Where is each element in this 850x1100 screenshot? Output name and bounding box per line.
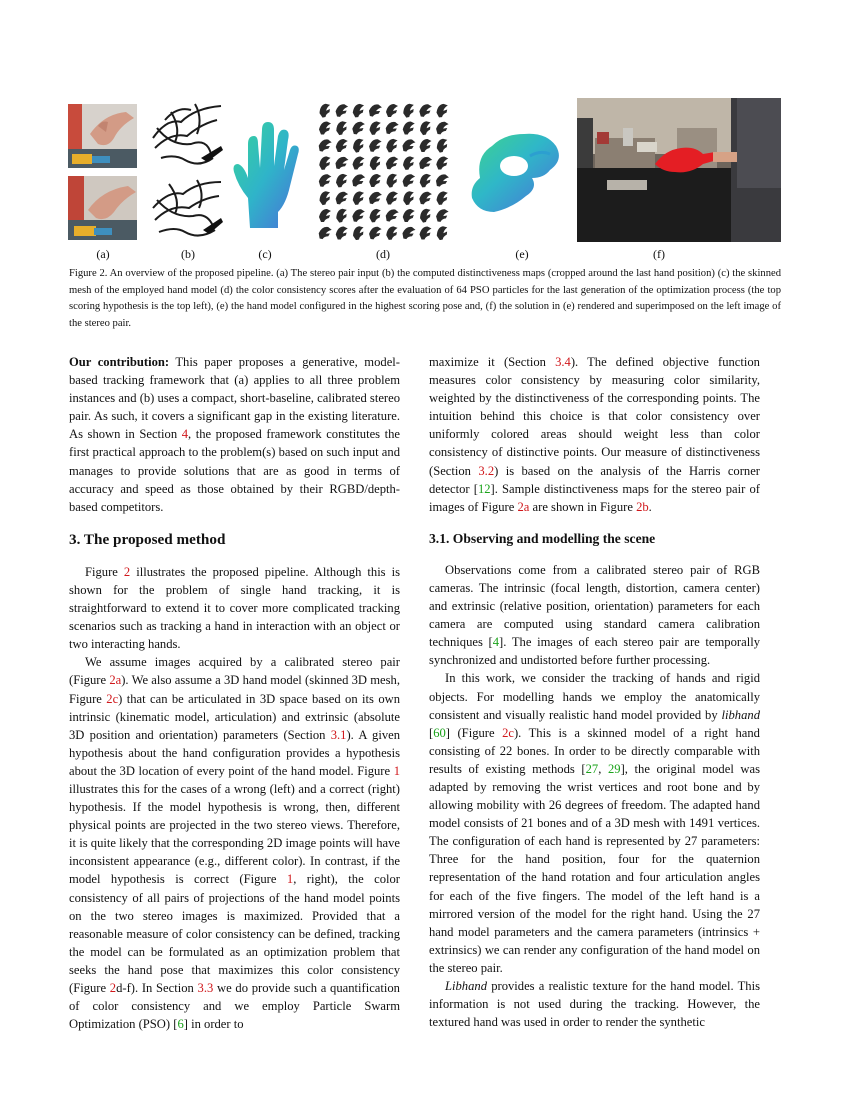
- particle-thumbnail: [318, 225, 332, 240]
- particle-thumbnail: [352, 103, 365, 117]
- particle-thumbnail: [420, 227, 432, 240]
- particle-thumbnail: [318, 190, 332, 205]
- skinned-hand-mesh: [230, 120, 300, 232]
- particle-thumbnail: [336, 227, 348, 240]
- particle-thumbnail: [402, 103, 416, 118]
- particle-thumbnail: [368, 103, 382, 118]
- particle-thumbnail: [369, 226, 382, 240]
- stereo-input-top-image: [68, 104, 137, 168]
- citation-4[interactable]: 4: [492, 635, 500, 650]
- figure-label-d: (d): [376, 247, 390, 261]
- ref-figure-2c[interactable]: 2c: [106, 691, 119, 706]
- figure-label-c: (c): [258, 247, 272, 261]
- citation-6[interactable]: 6: [177, 1017, 184, 1032]
- particle-thumbnail: [436, 103, 449, 117]
- particle-thumbnail: [369, 138, 382, 152]
- particle-thumbnail: [335, 120, 349, 135]
- distinctiveness-map-bottom: [151, 172, 225, 242]
- particle-thumbnail: [385, 120, 399, 135]
- ref-section-3-1[interactable]: 3.1: [330, 727, 347, 742]
- particle-thumbnail: [351, 138, 365, 153]
- particle-thumbnail: [334, 155, 348, 170]
- particle-thumbnail: [335, 173, 348, 187]
- ref-figure-2c[interactable]: 2c: [502, 725, 514, 740]
- particle-thumbnail: [401, 138, 415, 153]
- citation-29[interactable]: 29: [607, 761, 621, 776]
- figure-caption: Figure 2. An overview of the proposed pipeline. (a) The stereo pair input (b) the computed distinctiveness maps (cropped around the last hand position) (c) the skinned mesh of the employed hand model (d) the color consistency scores after the evaluation of 64 PSO particles for the last generation of the optimization process (the top scoring hypothesis is the top left), (e) the hand model configured in the highest scoring pose and, (f) the solution in (e) rendered and superimposed on the left image of the stereo pair.: [69, 268, 781, 329]
- figure-label-b: (b): [181, 247, 195, 261]
- particle-thumbnail: [420, 139, 432, 152]
- particle-thumbnail: [435, 225, 449, 240]
- particle-thumbnail: [319, 209, 331, 222]
- particle-thumbnail: [336, 139, 348, 152]
- stereo-input-bottom-image: [68, 176, 137, 240]
- paragraph: maximize it (Section 3.4). The defined objective function measures color consistency by measuring color similarity, weighted by the distinctiveness of the corresponding points. The intuition behind this choice is that color consistency over uniformly colored areas should weight less than color consistency of distinctive points. Our measure of distinctiveness (Section 3.2) is based on the analysis of the Harris corner detector [12]. Sample distinctiveness maps for the stereo pair of images of Figure 2a are shown in Figure 2b.: [429, 355, 760, 514]
- particle-thumbnail: [352, 208, 365, 222]
- particle-thumbnail: [418, 208, 432, 223]
- particle-thumbnail: [351, 225, 365, 240]
- ref-figure-2a[interactable]: 2a: [109, 673, 122, 688]
- particle-thumbnail: [318, 138, 332, 153]
- superimposed-solution-image: [577, 98, 781, 242]
- particle-thumbnail: [385, 173, 399, 188]
- ref-section-4[interactable]: 4: [181, 427, 188, 442]
- particle-thumbnail: [386, 192, 398, 205]
- contribution-paragraph: Our contribution: This paper proposes a generative, model-based tracking framework that (a) applies to all three problem instances and (b) uses a compact, short-baseline, calibrated stereo pair. As such, it covers a significant gap in the existing literature. As shown in Section 4, the proposed framework constitutes the first practical approach to the problem(s) based on such input and manages to provide solutions that are as good in terms of accuracy and speed as those obtained by their RGBD/depth-based competitors.: [69, 355, 401, 514]
- particle-thumbnail: [386, 104, 398, 117]
- particle-thumbnail: [335, 191, 348, 205]
- particle-thumbnail: [369, 208, 382, 222]
- particle-thumbnail: [436, 208, 449, 222]
- right-column: [429, 353, 760, 1031]
- figure-label-f: (f): [653, 247, 665, 261]
- particle-thumbnail: [319, 122, 331, 135]
- left-column: [69, 353, 400, 1033]
- particle-thumbnail: [436, 121, 449, 135]
- ref-figure-1[interactable]: 1: [286, 872, 294, 887]
- paragraph: We assume images acquired by a calibrated stereo pair (Figure 2a). We also assume a 3D hand model (skinned 3D mesh, Figure 2c) that can be articulated in 3D space based on its own intrinsic (kinematic model, articulation) and extrinsic (absolute 3D position and orientation) parameters (Section 3.1). A given hypothesis about the hand configuration provides a hypothesis about the 3D location of every point of the hand model. Figure 1 illustrates this for the cases of a wrong (left) and a correct (right) hypothesis. If the model hypothesis is wrong, then, different physical points are projected in the two stereo views. Therefore, it is quite likely that the corresponding 2D image points will have inconsistent appearance (e.g., different color). In contrast, if the model hypothesis is correct (Figure 1, right), the color consistency of all pairs of projections of the hand model points on the two stereo images is maximized. Provided that a reasonable measure of color consistency can be defined, tracking the model can be formulated as an optimization problem that seeks the hand pose that maximizes this color consistency (Figure 2d-f). In Section 3.3 we do provide such a quantification of color consistency and we employ Particle Swarm Optimization (PSO) [6] in order to: [69, 655, 401, 1032]
- particle-thumbnail: [385, 138, 398, 152]
- section-heading: 3. The proposed method: [69, 530, 226, 548]
- subsection-heading: 3.1. Observing and modelling the scene: [429, 530, 656, 546]
- particle-thumbnail: [353, 157, 365, 170]
- ref-figure-2b[interactable]: 2b: [636, 499, 649, 514]
- ref-figure-2[interactable]: 2: [123, 564, 131, 579]
- ref-section-3-4[interactable]: 3.4: [555, 355, 571, 369]
- particle-thumbnail: [435, 173, 449, 188]
- particle-thumbnail: [318, 156, 331, 170]
- ref-section-3-2[interactable]: 3.2: [478, 463, 495, 478]
- particle-thumbnail: [403, 209, 415, 222]
- particle-thumbnail: [403, 122, 415, 135]
- pso-particles-grid: [316, 100, 450, 240]
- paragraph: Observations come from a calibrated stereo pair of RGB cameras. The intrinsic (focal length, distortion, camera center) and extrinsic (relative position, orientation) parameters for each camera are computed using standard camera calibration techniques [4]. The images of each stereo pair are temporally synchronized and undistorted before further processing.: [429, 562, 760, 668]
- libhand-term: libhand: [721, 707, 760, 722]
- particle-thumbnail: [435, 138, 449, 153]
- paragraph: Libhand provides a realistic texture for the hand model. This information is not used during the tracking. However, the textured hand was used in order to render the synthetic: [429, 979, 760, 1030]
- paragraph: Figure 2 illustrates the proposed pipeline. Although this is shown for the problem of single hand tracking, it is straightforward to extend it to cover more complicated tracking scenarios such as tracking a hand in interaction with an object or two interacting hands.: [69, 564, 400, 652]
- configured-hand-model: [468, 126, 564, 214]
- particle-thumbnail: [419, 191, 432, 205]
- particle-thumbnail: [419, 103, 432, 117]
- particle-thumbnail: [418, 120, 432, 135]
- particle-thumbnail: [335, 208, 349, 223]
- ref-figure-2[interactable]: 2: [109, 981, 117, 995]
- particle-thumbnail: [369, 121, 382, 135]
- particle-thumbnail: [436, 191, 449, 205]
- citation-27[interactable]: 27: [585, 761, 599, 776]
- particle-thumbnail: [436, 157, 448, 170]
- particle-thumbnail: [335, 103, 348, 117]
- particle-thumbnail: [418, 155, 432, 170]
- figure-label-a: (a): [96, 247, 110, 261]
- contribution-heading: Our contribution:: [69, 355, 170, 369]
- particle-thumbnail: [401, 225, 415, 240]
- particle-thumbnail: [419, 173, 432, 187]
- ref-figure-2a[interactable]: 2a: [517, 499, 530, 514]
- particle-thumbnail: [369, 174, 381, 187]
- particle-thumbnail: [318, 173, 331, 187]
- particle-thumbnail: [352, 121, 365, 135]
- ref-section-3-3[interactable]: 3.3: [197, 981, 214, 995]
- particle-thumbnail: [318, 103, 332, 118]
- particle-thumbnail: [385, 156, 398, 170]
- particle-thumbnail: [385, 208, 399, 223]
- figure-label-e: (e): [515, 247, 529, 261]
- libhand-term: Libhand: [445, 979, 487, 993]
- citation-12[interactable]: 12: [477, 481, 491, 496]
- distinctiveness-map-top: [151, 98, 225, 170]
- paragraph: In this work, we consider the tracking of hands and rigid objects. For modelling hands we employ the anatomically consistent and visually realistic hand model provided by libhand [60] (Figure 2c). This is a skinned model of a right hand consisting of 22 bones. In order to be directly comparable with results of existing methods [27, 29], the original model was adapted by removing the wrist vertices and root bone and by allowing mobility with 26 degrees of freedom. The adapted hand model consists of 21 bones and of a 3D mesh with 1491 vertices. The configuration of each hand is represented by 27 parameters: Three for the hand position, four for the quaternion representation of the hand rotation and four articulation angles for each of the five fingers. The model of the left hand is a mirrored version of the model for the right hand. Using the 27 hand model parameters and the camera parameters (intrinsics + extrinsics) we can render any configuration of the hand model on the stereo pair.: [429, 671, 761, 975]
- figure-2: [68, 96, 781, 266]
- particle-thumbnail: [385, 226, 398, 240]
- ref-figure-1[interactable]: 1: [393, 763, 400, 778]
- particle-thumbnail: [402, 156, 415, 170]
- particle-thumbnail: [352, 191, 365, 205]
- particle-thumbnail: [368, 190, 382, 205]
- particle-thumbnail: [402, 173, 415, 187]
- particle-thumbnail: [402, 190, 416, 205]
- particle-thumbnail: [351, 173, 365, 188]
- particle-thumbnail: [368, 155, 382, 170]
- citation-60[interactable]: 60: [433, 725, 446, 740]
